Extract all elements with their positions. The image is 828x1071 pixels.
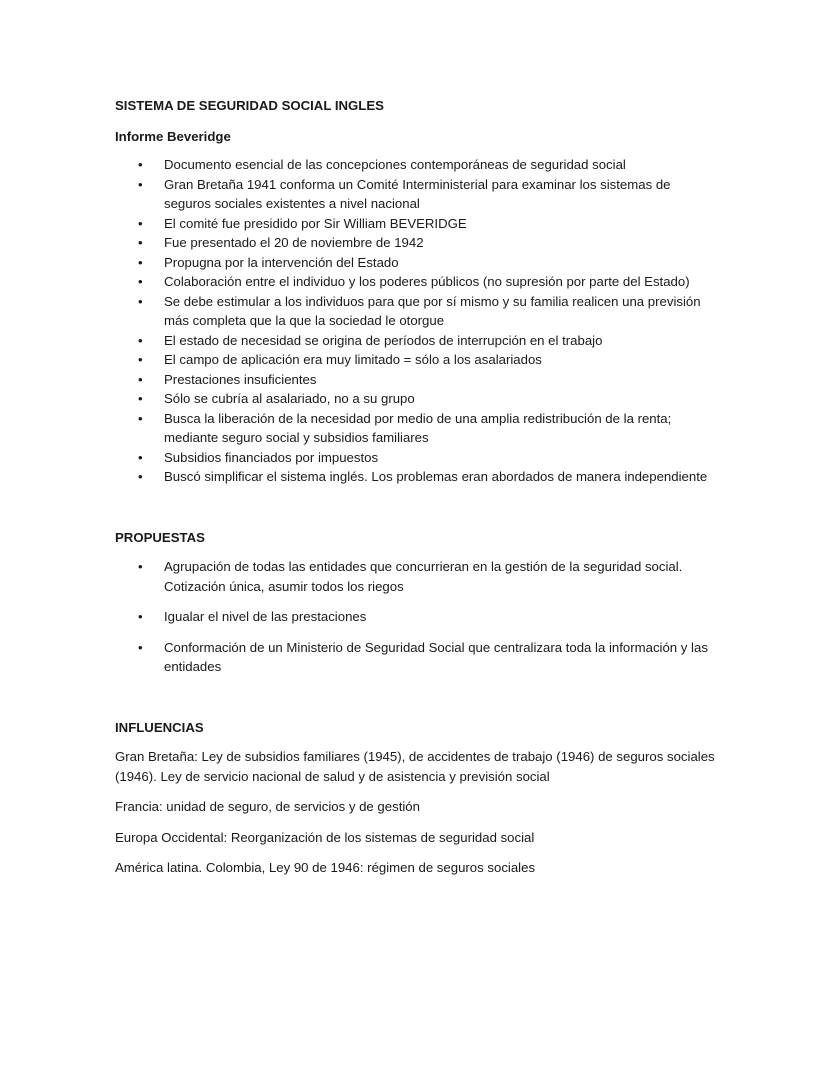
list-item-text: Buscó simplificar el sistema inglés. Los problemas eran abordados de manera independiente (164, 469, 708, 484)
document-subtitle: Informe Beveridge (115, 128, 231, 144)
list-item (115, 272, 715, 292)
list-item-text: Subsidios financiados por impuestos (164, 449, 379, 465)
list-item (115, 638, 715, 677)
bullet-icon: • (138, 559, 143, 574)
list-item-text: Agrupación de todas las entidades que concurrieran en la gestión de la seguridad social. Cotización única, asumir todos los riegos (164, 559, 683, 594)
list-item-text: El campo de aplicación era muy limitado = sólo a los asalariados (164, 352, 542, 367)
section-spacer (115, 688, 715, 718)
bullet-icon: • (138, 215, 143, 231)
list-item (115, 389, 715, 409)
list-item (115, 175, 715, 214)
list-item-text: El comité fue presidido por Sir William BEVERIDGE (164, 215, 467, 231)
beveridge-points-list (115, 155, 715, 487)
list-item-text: Conformación de un Ministerio de Seguridad Social que centralizara toda la información y las entidades (164, 639, 708, 674)
bullet-icon: • (138, 157, 143, 172)
influencias-heading: INFLUENCIAS (115, 719, 204, 735)
bullet-icon: • (138, 410, 143, 426)
list-item (115, 292, 715, 331)
list-item (115, 557, 715, 596)
document-page (115, 96, 715, 889)
list-item (115, 467, 715, 487)
bullet-icon: • (138, 449, 143, 465)
list-item-text: Igualar el nivel de las prestaciones (164, 609, 367, 624)
list-item-text: Prestaciones insuficientes (164, 371, 317, 387)
propuestas-list (115, 557, 715, 677)
document-title: SISTEMA DE SEGURIDAD SOCIAL INGLES (115, 98, 384, 113)
bullet-icon: • (138, 352, 143, 367)
list-item (115, 350, 715, 370)
list-item-text: Propugna por la intervención del Estado (164, 254, 399, 270)
list-item (115, 233, 715, 253)
list-item-text: Gran Bretaña 1941 conforma un Comité Interministerial para examinar los sistemas de seguros sociales existentes a nivel nacional (164, 176, 671, 211)
bullet-icon: • (138, 293, 143, 309)
list-item (115, 253, 715, 273)
list-item-text: Busca la liberación de la necesidad por medio de una amplia redistribución de la renta; mediante seguro social y subsidios familiares (164, 410, 672, 445)
list-item (115, 370, 715, 390)
bullet-icon: • (138, 639, 143, 655)
list-item-text: El estado de necesidad se origina de períodos de interrupción en el trabajo (164, 332, 603, 348)
list-item-text: Documento esencial de las concepciones contemporáneas de seguridad social (164, 157, 626, 172)
influencia-paragraph: Francia: unidad de seguro, de servicios y de gestión (115, 799, 420, 814)
influencia-paragraph: América latina. Colombia, Ley 90 de 1946: régimen de seguros sociales (115, 860, 536, 875)
bullet-icon: • (138, 274, 143, 289)
list-item (115, 331, 715, 351)
propuestas-heading: PROPUESTAS (115, 529, 205, 545)
list-item-text: Colaboración entre el individuo y los poderes públicos (no supresión por parte del Estado) (164, 274, 690, 289)
list-item-text: Se debe estimular a los individuos para que por sí mismo y su familia realicen una previsión más completa que la que la sociedad le otorgue (164, 293, 701, 328)
bullet-icon: • (138, 371, 143, 387)
influencia-paragraph: Gran Bretaña: Ley de subsidios familiares (1945), de accidentes de trabajo (1946) de seguros sociales (1946). Ley de servicio nacional de salud y de asistencia y previsión social (115, 749, 715, 784)
bullet-icon: • (138, 176, 143, 192)
list-item (115, 155, 715, 175)
list-item (115, 607, 715, 627)
bullet-icon: • (138, 469, 143, 484)
bullet-icon: • (138, 391, 143, 406)
bullet-icon: • (138, 235, 143, 250)
bullet-icon: • (138, 254, 143, 270)
bullet-icon: • (138, 609, 143, 624)
list-item-text: Sólo se cubría al asalariado, no a su grupo (164, 391, 415, 406)
influencia-paragraph: Europa Occidental: Reorganización de los sistemas de seguridad social (115, 829, 535, 845)
list-item-text: Fue presentado el 20 de noviembre de 1942 (164, 235, 424, 250)
list-item (115, 448, 715, 468)
list-item (115, 409, 715, 448)
bullet-icon: • (138, 332, 143, 348)
list-item (115, 214, 715, 234)
section-spacer (115, 487, 715, 528)
